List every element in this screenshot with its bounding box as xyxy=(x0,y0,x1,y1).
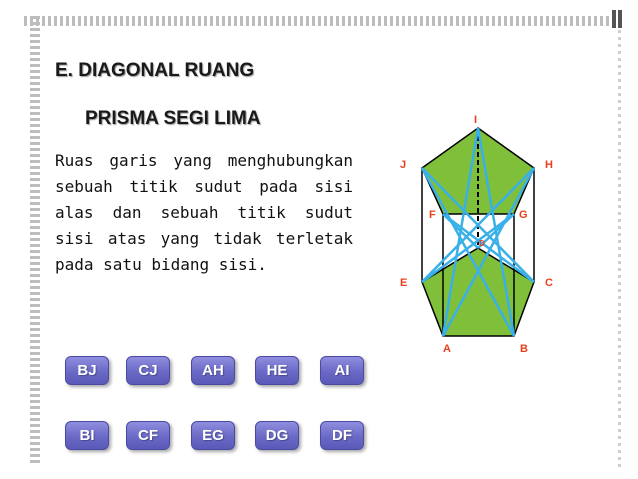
vertex-label-f: F xyxy=(429,209,436,221)
diagonal-button-bj[interactable]: BJ xyxy=(65,356,109,385)
diagonal-button-ah[interactable]: AH xyxy=(191,356,235,385)
diagonal-button-cj[interactable]: CJ xyxy=(126,356,170,385)
definition-text: Ruas garis yang menghubungkan sebuah titik sudut pada sisi alas dan sebuah titik sudut sisi atas yang tidak terletak pada satu bidang sisi. xyxy=(55,151,353,274)
diagonal-button-bi[interactable]: BI xyxy=(65,421,109,450)
vertex-label-b: B xyxy=(520,343,528,355)
vertex-label-h: H xyxy=(545,159,553,171)
diagonal-button-dg[interactable]: DG xyxy=(255,421,299,450)
vertex-label-a: A xyxy=(443,343,451,355)
diagonal-button-eg[interactable]: EG xyxy=(191,421,235,450)
diagonal-button-he[interactable]: HE xyxy=(255,356,299,385)
diagonal-button-ai[interactable]: AI xyxy=(320,356,364,385)
bottom-face xyxy=(422,248,534,336)
vertex-label-g: G xyxy=(519,209,528,221)
vertex-label-e: E xyxy=(400,277,408,289)
section-subtitle: PRISMA SEGI LIMA xyxy=(85,108,261,129)
diagonal-button-cf[interactable]: CF xyxy=(126,421,170,450)
vertex-label-d: D xyxy=(479,239,485,248)
diagonal-button-df[interactable]: DF xyxy=(320,421,364,450)
vertex-label-i: I xyxy=(474,114,478,126)
vertex-label-j: J xyxy=(400,159,407,171)
vertex-label-c: C xyxy=(545,277,553,289)
section-title: E. DIAGONAL RUANG xyxy=(55,60,255,81)
